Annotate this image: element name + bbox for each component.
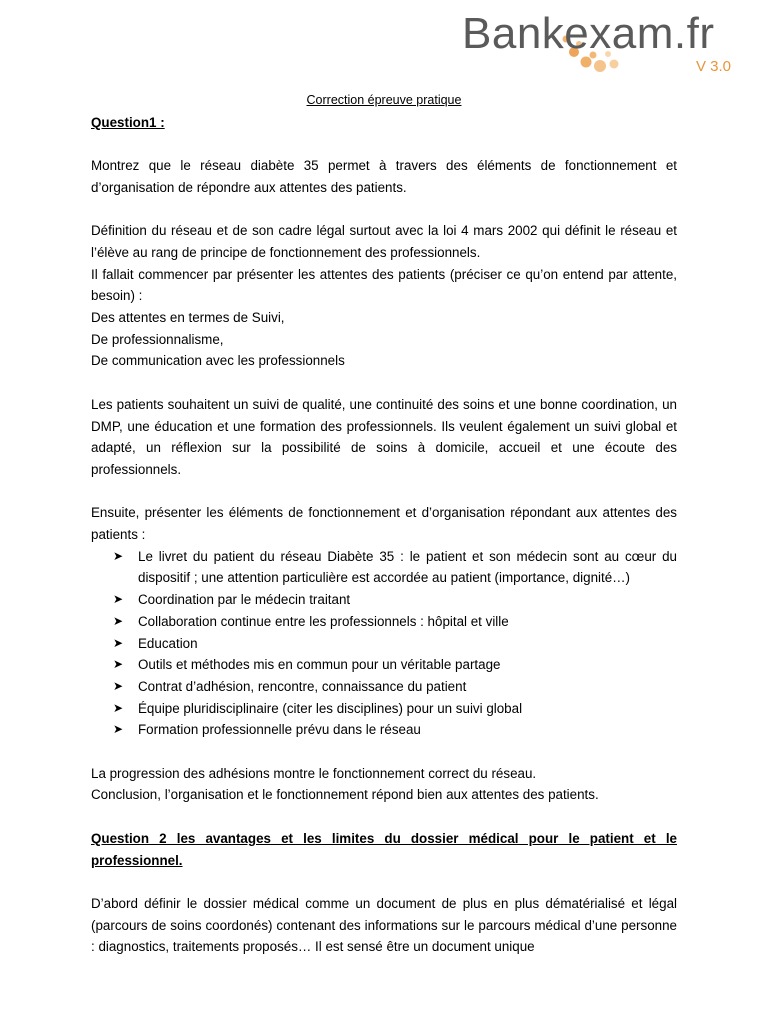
logo-version: V 3.0	[696, 58, 732, 75]
paragraph: Conclusion, l’organisation et le fonctionnement répond bien aux attentes des patients.	[91, 787, 599, 803]
arrow-bullet-icon: ➤	[113, 592, 124, 607]
paragraph: De communication avec les professionnels	[91, 353, 345, 369]
list-item: ➤ Contrat d’adhésion, rencontre, connaissance du patient	[91, 676, 677, 698]
question2-heading: Question 2 les avantages et les limites du dossier médical pour le patient et le professionnel.	[91, 830, 677, 868]
paragraph: De professionnalisme,	[91, 331, 224, 347]
paragraph: La progression des adhésions montre le fonctionnement correct du réseau.	[91, 765, 537, 781]
list-item: ➤ Collaboration continue entre les professionnels : hôpital et ville	[91, 611, 677, 633]
paragraph: Définition du réseau et de son cadre légal surtout avec la loi 4 mars 2002 qui définit le réseau et l’élève au rang de principe de fonctionnement des professionnels.	[91, 223, 677, 260]
list-item: ➤ Le livret du patient du réseau Diabète 35 : le patient et son médecin sont au cœur du dispositif ; une attention particulière est accordée au patient (importance, dignité…)	[91, 546, 677, 589]
logo-wordmark: Bankexam.fr	[462, 9, 715, 58]
paragraph: Les patients souhaitent un suivi de qualité, une continuité des soins et une bonne coordination, un DMP, une éducation et une formation des professionnels. Ils veulent également un suivi global et adapté, un réflexion sur la possibilité de soins à domicile, accueil et une écoute des professionnels.	[91, 396, 677, 477]
list-item: ➤ Équipe pluridisciplinaire (citer les disciplines) pour un suivi global	[91, 698, 677, 720]
bullet-list	[91, 546, 677, 741]
list-item: ➤ Education	[91, 633, 677, 655]
paragraph: D’abord définir le dossier médical comme un document de plus en plus dématérialisé et légal (parcours de soins coordonés) contenant des informations sur le parcours médical d’une personne : diagnostics, traitements proposés… Il est sensé être un document unique	[91, 895, 677, 955]
paragraph: Il fallait commencer par présenter les attentes des patients (préciser ce qu’on entend par attente, besoin) :	[91, 266, 677, 304]
arrow-bullet-icon: ➤	[113, 722, 124, 737]
paragraph: Des attentes en termes de Suivi,	[91, 310, 285, 325]
arrow-bullet-icon: ➤	[113, 548, 124, 563]
document-body	[91, 90, 677, 958]
list-item: ➤ Formation professionnelle prévu dans le réseau	[91, 719, 677, 741]
arrow-bullet-icon: ➤	[113, 678, 124, 693]
arrow-bullet-icon: ➤	[113, 635, 124, 650]
arrow-bullet-icon: ➤	[113, 657, 124, 672]
arrow-bullet-icon: ➤	[113, 700, 124, 715]
arrow-bullet-icon: ➤	[113, 613, 124, 628]
list-item: ➤ Outils et méthodes mis en commun pour un véritable partage	[91, 654, 677, 676]
list-item: ➤ Coordination par le médecin traitant	[91, 589, 677, 611]
question1-heading: Question1 :	[91, 114, 165, 130]
paragraph: Ensuite, présenter les éléments de fonctionnement et d’organisation répondant aux attentes des patients :	[91, 505, 677, 542]
bankexam-logo	[462, 8, 752, 78]
document-title: Correction épreuve pratique	[306, 93, 462, 107]
question1-prompt: Montrez que le réseau diabète 35 permet à travers des éléments de fonctionnement et d’organisation de répondre aux attentes des patients.	[91, 158, 677, 195]
